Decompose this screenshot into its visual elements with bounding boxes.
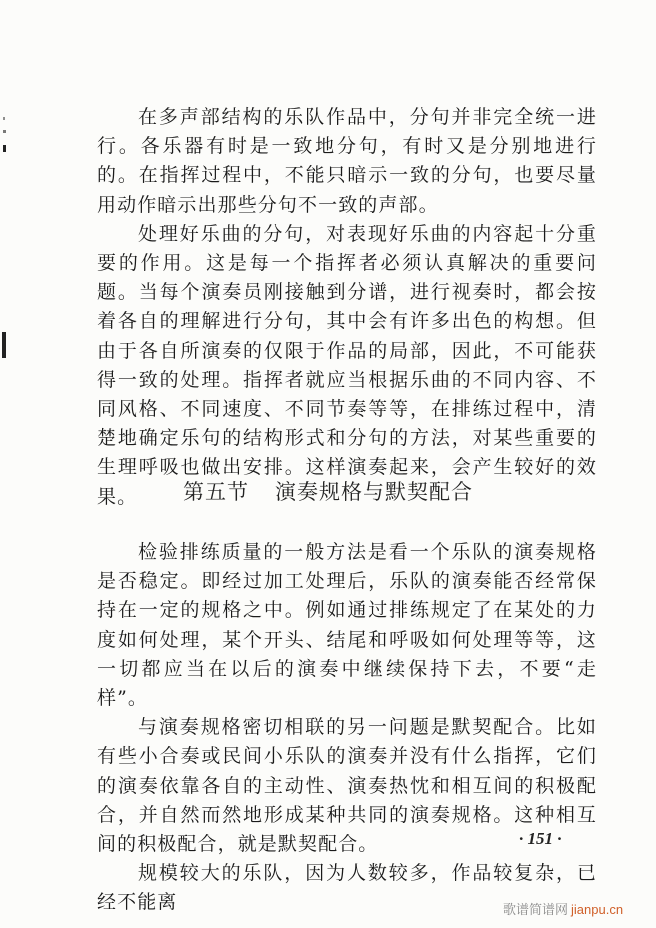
paragraph: 在多声部结构的乐队作品中，分句并非完全统一进行。各乐器有时是一致地分句，有时又是分别地进行的。在指挥过程中，不能只暗示一致的分句，也要尽量用动作暗示出那些分句不一致的声部。 — [97, 106, 597, 216]
scan-binding-mark — [3, 130, 6, 133]
scan-binding-mark — [3, 117, 5, 120]
scan-binding-mark — [3, 145, 6, 152]
paragraph: 与演奏规格密切相联的另一问题是默契配合。比如有些小合奏或民间小乐队的演奏并没有什么指挥，它们的演奏依靠各自的主动性、演奏热忱和相互间的积极配合，并自然而然地形成某种共同的演奏规格。这种相互间的积极配合，就是默契配合。 — [97, 716, 597, 856]
paragraph: 检验排练质量的一般方法是看一个乐队的演奏规格是否稳定。即经过加工处理后，乐队的演奏能否经常保持在一定的规格之中。例如通过排练规定了在某处的力度如何处理，某个开头、结尾和呼吸如何处理等等，这一切都应当在以后的演奏中继续保持下去，不要“走样”。 — [97, 541, 597, 710]
watermark — [503, 899, 623, 918]
section-heading — [0, 476, 656, 506]
watermark-url: jianpu.cn — [571, 902, 624, 917]
page-number: · 151 · — [519, 829, 562, 848]
body-text-bottom — [97, 538, 597, 918]
scan-binding-mark — [2, 332, 6, 358]
paragraph: 规模较大的乐队，因为人数较多，作品较复杂，已经不能离 — [97, 862, 597, 914]
section-number: 第五节 — [183, 480, 249, 504]
watermark-site-name: 歌谱简谱网 — [503, 903, 569, 918]
section-title-text: 演奏规格与默契配合 — [275, 480, 473, 504]
body-text-top — [97, 103, 597, 512]
paragraph: 处理好乐曲的分句，对表现好乐曲的内容起十分重要的作用。这是每一个指挥者必须认真解决的重要问题。当每个演奏员刚接触到分谱，进行视奏时，都会按着各自的理解进行分句，其中会有许多出色的构想。但由于各自所演奏的仅限于作品的局部，因此，不可能获得一致的处理。指挥者就应当根据乐曲的不同内容、不同风格、不同速度、不同节奏等等，在排练过程中，清楚地确定乐句的结构形式和分句的方法，对某些重要的生理呼吸也做出安排。这样演奏起来，会产生较好的效果。 — [97, 222, 597, 508]
